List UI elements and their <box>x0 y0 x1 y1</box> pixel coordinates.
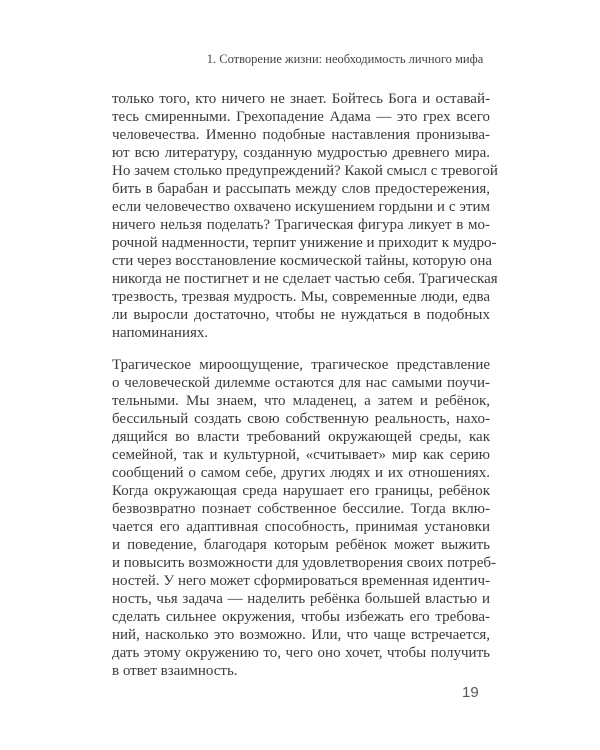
text-line: Но зачем столько предупреждений? Какой смысл с тревогой <box>112 163 498 179</box>
text-line: трезвость, трезвая мудрость. Мы, современные люди, едва <box>112 289 490 305</box>
running-header: 1. Сотворение жизни: необходимость личного мифа <box>206 52 484 66</box>
text-line: тесь смиренными. Грехопадение Адама — это грех всего <box>112 109 490 125</box>
text-line: рочной надменности, терпит унижение и приходит к мудро- <box>112 235 497 251</box>
text-line: если человечество охвачено искушением гордыни и с этим <box>112 199 490 215</box>
page-number: 19 <box>462 684 479 701</box>
text-line: Трагическое мироощущение, трагическое представление <box>112 357 490 373</box>
text-line: напоминаниях. <box>112 325 209 341</box>
text-line: ничего нельзя поделать? Трагическая фигура ликует в мо- <box>112 217 490 233</box>
paragraph-1 <box>112 90 498 342</box>
text-line: и поведение, благодаря которым ребёнок может выжить <box>112 537 490 553</box>
text-line: семейной, так и культурной, «считывает» мир как серию <box>112 447 490 463</box>
text-line: Когда окружающая среда нарушает его границы, ребёнок <box>112 483 490 499</box>
text-line: ют всю литературу, созданную мудростью древнего мира. <box>112 145 490 161</box>
text-line: дать этому окружению то, чего оно хочет, чтобы получить <box>112 645 490 661</box>
text-line: бить в барабан и рассыпать между слов предостережения, <box>112 181 490 197</box>
text-line: в ответ взаимность. <box>112 663 238 679</box>
text-line: и повысить возможности для удовлетворения своих потреб- <box>112 555 497 571</box>
text-line: о человеческой дилемме остаются для нас самыми поучи- <box>112 375 490 391</box>
text-line: дящийся во власти требований окружающей среды, как <box>112 429 490 445</box>
text-line: ностей. У него может сформироваться временная идентич- <box>112 573 490 589</box>
text-line: тельными. Мы знаем, что младенец, а затем и ребёнок, <box>112 393 490 409</box>
text-line: только того, кто ничего не знает. Бойтесь Бога и оставай- <box>112 91 490 107</box>
page-body <box>112 90 498 680</box>
text-line: бессильный создать свою собственную реальность, нахо- <box>112 411 490 427</box>
text-line: чается его адаптивная способность, принимая установки <box>112 519 490 535</box>
text-line: сообщений о самом себе, других людях и их отношениях. <box>112 465 490 481</box>
text-line: ли выросли достаточно, чтобы не нуждаться в подобных <box>112 307 490 323</box>
text-line: ний, насколько это возможно. Или, что чаще встречается, <box>112 627 490 643</box>
text-line: безвозвратно познает собственное бессилие. Тогда вклю- <box>112 501 490 517</box>
text-line: никогда не постигнет и не сделает частью себя. Трагическая <box>112 271 498 287</box>
text-line: ность, чья задача — наделить ребёнка большей властью и <box>112 591 490 607</box>
text-line: сти через восстановление космической тайны, которую она <box>112 253 493 269</box>
text-line: сделать сильнее окружения, чтобы избежать его требова- <box>112 609 490 625</box>
text-line: человечества. Именно подобные наставления пронизыва- <box>112 127 490 143</box>
paragraph-2 <box>112 356 497 680</box>
